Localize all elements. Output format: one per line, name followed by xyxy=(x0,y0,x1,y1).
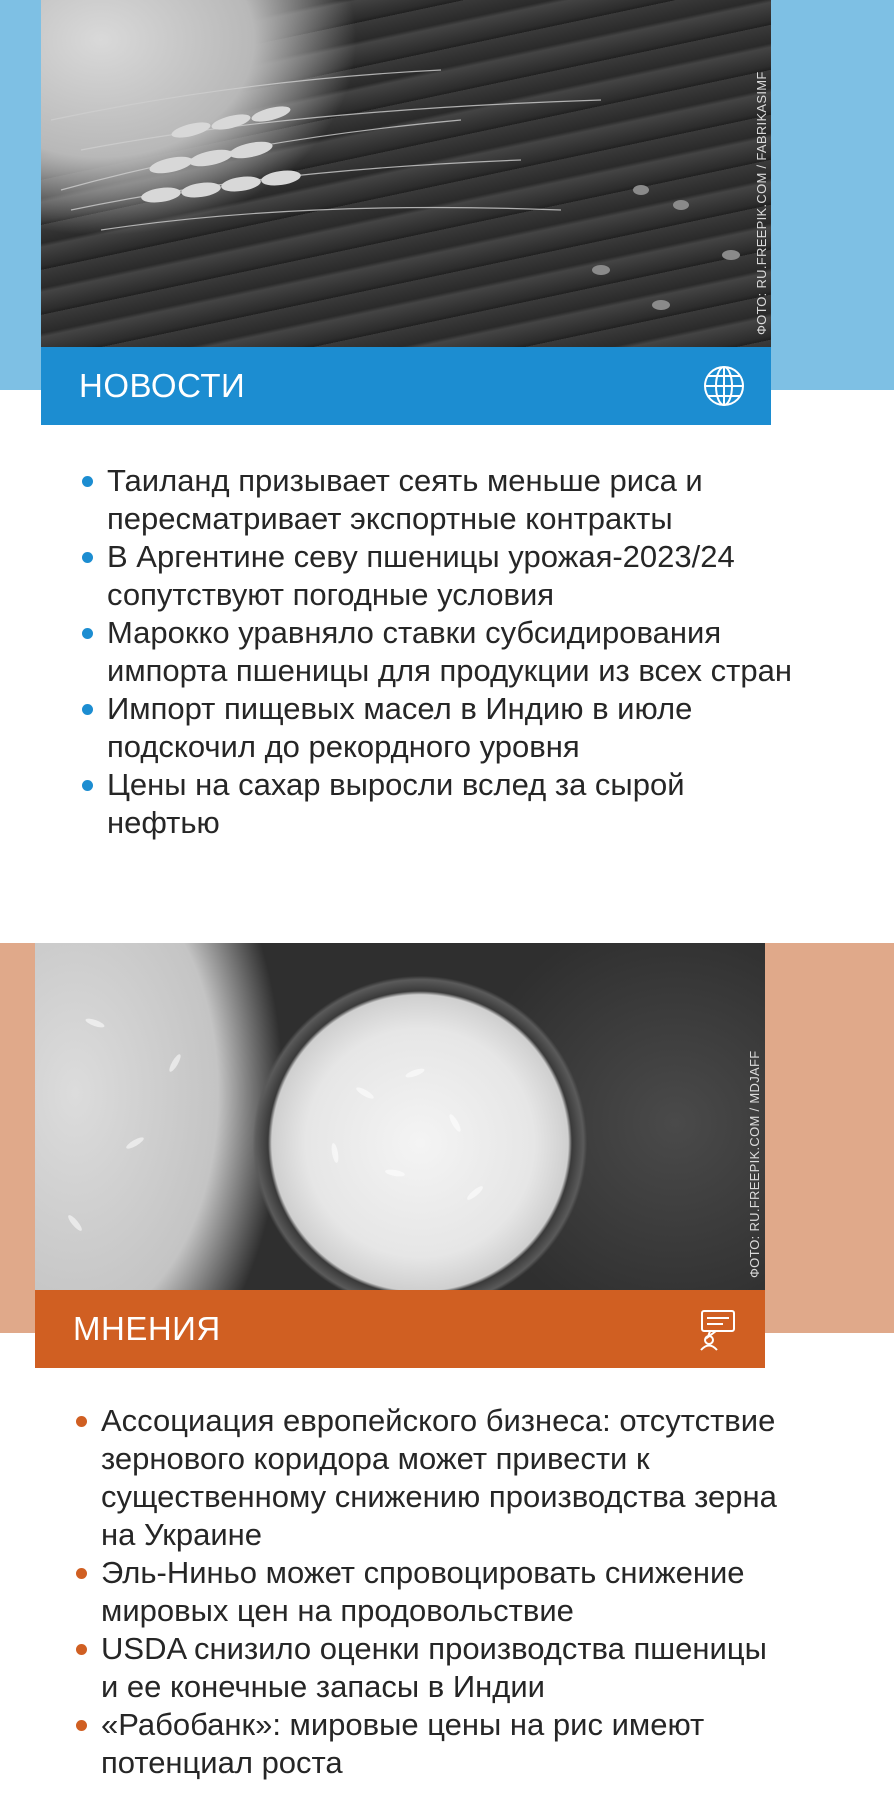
news-list xyxy=(82,462,794,842)
news-header-title: НОВОСТИ xyxy=(79,367,246,404)
opinion-item[interactable]: «Рабобанк»: мировые цены на рис имеют потенциал роста xyxy=(76,1706,788,1782)
opinions-list xyxy=(76,1402,788,1782)
globe-icon xyxy=(701,363,747,409)
news-item[interactable]: Таиланд призывает сеять меньше риса и пересматривает экспортные контракты xyxy=(82,462,794,538)
news-item[interactable]: Марокко уравняло ставки субсидирования импорта пшеницы для продукции из всех стран xyxy=(82,614,794,690)
photo-credit: ФОТО: RU.FREEPIK.COM / MDJAFF xyxy=(747,1050,762,1278)
rice-photo xyxy=(35,943,765,1290)
news-item[interactable]: Цены на сахар выросли вслед за сырой нефтью xyxy=(82,766,794,842)
rice-illustration xyxy=(35,943,765,1290)
opinion-item[interactable]: Ассоциация европейского бизнеса: отсутствие зернового коридора может привести к существенному снижению производства зерна на Украине xyxy=(76,1402,788,1554)
opinion-item[interactable]: Эль-Ниньо может спровоцировать снижение мировых цен на продовольствие xyxy=(76,1554,788,1630)
wheat-illustration xyxy=(41,0,771,347)
wheat-photo xyxy=(41,0,771,347)
chat-person-icon xyxy=(695,1306,741,1352)
photo-credit: ФОТО: RU.FREEPIK.COM / FABRIKASIMF xyxy=(754,71,769,335)
news-item[interactable]: В Аргентине севу пшеницы урожая-2023/24 сопутствуют погодные условия xyxy=(82,538,794,614)
opinion-item[interactable]: USDA снизило оценки производства пшеницы и ее конечные запасы в Индии xyxy=(76,1630,788,1706)
opinions-header xyxy=(35,1290,765,1368)
opinions-header-title: МНЕНИЯ xyxy=(73,1310,221,1347)
news-item[interactable]: Импорт пищевых масел в Индию в июле подскочил до рекордного уровня xyxy=(82,690,794,766)
news-header xyxy=(41,347,771,425)
